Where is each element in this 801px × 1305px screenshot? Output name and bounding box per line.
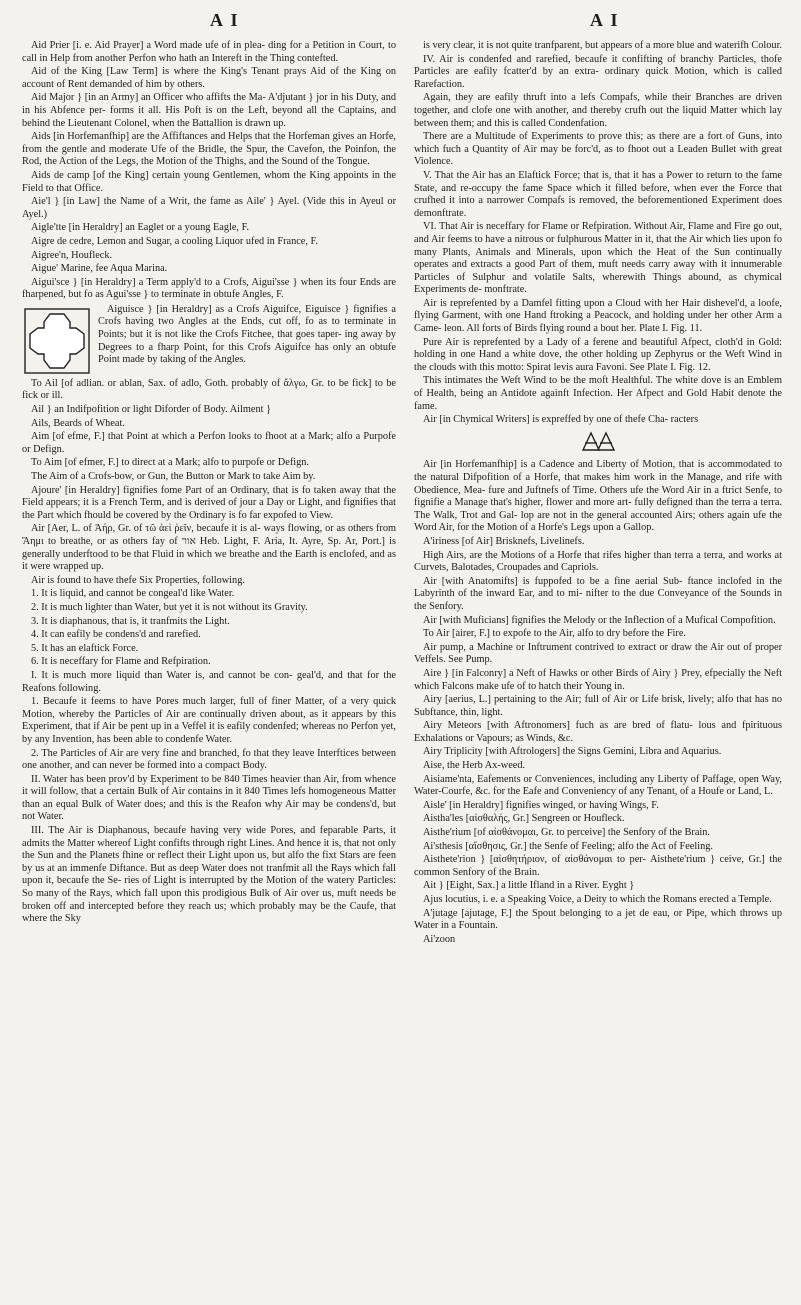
entry: Airy Triplicity [with Aftrologers] the Signs Gemini, Libra and Aquarius. xyxy=(423,746,722,758)
entry: Aim [of efme, F.] that Point at which a Perfon looks to fhoot at a Mark; alfo a Purpofe or Defign. xyxy=(22,431,396,455)
entry: 1. Becaufe it feems to have Pores much larger, full of finer Matter, of a very quick Motion, whereby the Particles of Air are continually driven about, as it appears by this Experiment, that if Air be pent up in a Veffel it is eafily condenfed; whereas no Perfon yet, by any Invention, has been able to condenfe Water. xyxy=(22,696,396,745)
entry: Aire } [in Falconry] a Neft of Hawks or other Birds of Airy } Prey, efpecially the Neft which Falcons make ufe of to hatch their Young in. xyxy=(414,667,782,692)
entry: A'iriness [of Air] Brisknefs, Livelinefs. xyxy=(423,535,585,547)
entry: Air [in Horfemanfhip] is a Cadence and Liberty of Motion, that is accommodated to the natural Difpofition of a Horfe, that makes him work in the Manage, and rife with Obedience, Mea- fure and Juftnefs of Time. Others ufe the Word Air in a ftrict Senfe, to fignifie a Manage that's higher, flower and more art- fully defigned than the terra a terra. The Walk, Trot and Gal- lop are not in the general accounted Airs; others again ufe the Word Air, for the Motion of a Horfe's Legs upon a Gallop. xyxy=(414,459,782,534)
entry: Ajus locutius, i. e. a Speaking Voice, a Deity to which the Romans erected a Temple. xyxy=(423,894,772,905)
entry: Air [with Muficians] fignifies the Melody or the Inflection of a Mufical Compofition. xyxy=(423,614,776,626)
entry: Aid of the King [Law Term] is where the King's Tenant prays Aid of the King on account of Rent demanded of him by others. xyxy=(22,66,396,90)
entry: Air [Aer, L. of Ἀήρ, Gr. of τῶ ἀεὶ ῥεῖν, becaufe it is al- ways flowing, or as others from Ἄημι to breathe, or as others fay of אור Heb. Light, F. Aria, It. Ayre, Sp. Ar, Port.] is generally underftood to be that Fluid in which we breathe and the Earth is enclofed, and as it were wrapped up. xyxy=(22,523,396,573)
entry: Air is reprefented by a Damfel fitting upon a Cloud with her Hair dishevel'd, a loofe, flying Garment, with one Hand ftroking a Peacock, and holding under her other Arm a Came- leon. All forts of Birds flying round a bout her. Plate I. Fig. 11. xyxy=(414,297,782,335)
entry: To Ail [of adlian. or ablan, Sax. of adlo, Goth. probably of ἄλγω, Gr. to be fick] to be fick or ill. xyxy=(22,377,396,402)
entry: Aisiame'nta, Eafements or Conveniences, including any Liberty of Paffage, open Way, Water-Courfe, &c. for the Eafe and Conveniency of any Tenant, of a Houfe or Land, L. xyxy=(414,773,782,798)
entry: Aigree'n, Houfleck. xyxy=(31,249,113,261)
page-header-left: A I xyxy=(210,10,240,30)
entry: Airy Meteors [with Aftronomers] fuch as are bred of flatu- lous and fpirituous Exhalations or Vapours; as Winds, &c. xyxy=(414,720,782,744)
entry: Aisle' [in Heraldry] fignifies winged, or having Wings, F. xyxy=(423,799,659,811)
entry: Air pump, a Machine or Inftrument contrived to extract or draw the Air out of proper Veffels. See Pump. xyxy=(414,641,782,666)
aiguisce-entry xyxy=(22,304,396,376)
entry: VI. That Air is neceffary for Flame or Refpiration. Without Air, Flame and Fire go out, and Air feems to have a nitrous or fulphurous Matter in it, that the Air which lies upon fo many Plants, Animals and Minerals, upon which the Heat of the Sun continually operates and extracts a good Part of them, muft needs carry away with it innumerable Particles of Sulphur and volatile Salts, wherewith Things abound, as chymical Experiments de- monftrate. xyxy=(414,221,782,296)
entry: Ai'zoon xyxy=(423,933,456,945)
entry: II. Water has been prov'd by Experiment to be 840 Times heavier than Air, from whence it will follow, that a certain Bulk of Air contains in it 840 Times lefs homogeneous Matter than an equal Bulk of Water does; and this is the Reafon why Air may be condens'd, but not Water. xyxy=(22,773,396,823)
entry: Aiguisce } [in Heraldry] as a Crofs Aiguifce, Eiguisce } fignifies a Crofs having two Angles at the Ends, cut off, fo as to terminate in Points; but it is not like the Crofs Fitchee, that goes taper- ing away by Degrees to a fharp Point, for this Crofs Aiguifce has only an obtufe Point made by taking of the Angles. xyxy=(98,303,396,366)
entry: Ajoure' [in Heraldry] fignifies fome Part of an Ordinary, that is fo taken away that the Field appears; it is a French Term, and is derived of jour a Day or Light, and fignifies that the Part which fhould be covered by the Ordinary is fo far expofed to View. xyxy=(22,484,396,521)
right-column xyxy=(414,40,782,947)
left-column xyxy=(22,40,396,927)
entry: 5. It has an elaftick Force. xyxy=(31,642,139,654)
entry: Pure Air is reprefented by a Lady of a ferene and beautiful Afpect, cloth'd in Gold: holding in one Hand a white dove, the other holding up Zephyrus or the Weft Wind in the clouds with this motto: Spirat levis aura Favoni. See Plate I. Fig. 12. xyxy=(414,336,782,373)
entry: A'jutage [ajutage, F.] the Spout belonging to a jet de eau, or Pipe, which throws up Water in a Fountain. xyxy=(414,907,782,932)
chymical-air-symbols xyxy=(414,430,782,457)
entry: Aid Major } [in an Army] an Officer who affifts the Ma- A'djutant } jor in his Duty, and in his Abfence per- forms it all. His Poft is on the Left, beyond all the Captains, and behind the Lieutenant Colonel, when the Battallion is drawn up. xyxy=(22,92,396,129)
entry: Aigue' Marine, fee Aqua Marina. xyxy=(31,263,168,275)
entry: Aisthete'rion } [αἰσθητήριον, of αἰσθάνομαι to per- Aisthete'rium } ceive, Gr.] the common Senfory of the Brain. xyxy=(414,854,782,878)
entry: Ails, Beards of Wheat. xyxy=(31,417,125,429)
entry: V. That the Air has an Elaftick Force; that is, that it has a Power to return to the fame State, and re-occupy the fame Space which it filled before, when ever the Force that crufhed it into a narrower Compafs is removed, the beforementioned Experiment does demonftrate. xyxy=(414,169,782,219)
entry: Ail } an Indifpofition or light Diforder of Body. Ailment } xyxy=(31,404,272,416)
entry: Aigre de cedre, Lemon and Sugar, a cooling Liquor ufed in France, F. xyxy=(31,235,318,247)
entry: Aigui'sce } [in Heraldry] a Term apply'd to a Crofs, Aigui'sse } when its four Ends are fharpened, but fo as Agui'sse } to terminate in obtufe Angles, F. xyxy=(22,276,396,301)
entry: 2. The Particles of Air are very fine and branched, fo that they leave Interftices between one another, and can never be formed into a compact Body. xyxy=(22,747,396,772)
entry: Air is found to have thefe Six Properties, following. xyxy=(31,574,245,586)
entry: Aise, the Herb Ax-weed. xyxy=(423,760,526,772)
entry: 6. It is neceffary for Flame and Refpiration. xyxy=(31,656,211,668)
cross-aiguisce-illustration xyxy=(24,308,90,374)
entry: There are a Multitude of Experiments to prove this; as there are a fort of Guns, into which fuch a Quantity of Air may be forc'd, as to fhoot out a Leaden Bullet with great Violence. xyxy=(414,131,782,168)
entry: Airy [aerius, L.] pertaining to the Air; full of Air or Life brisk, lively; alfo that has no Subftance, thin, light. xyxy=(414,694,782,718)
entry: Aie'l } [in Law] the Name of a Writ, the fame as Aile' } Ayel. (Vide this in Ayeul or Ayel.) xyxy=(22,196,396,220)
entry: 3. It is diaphanous, that is, it tranfmits the Light. xyxy=(31,615,230,627)
entry: Aistha'les [αἰσθαλής, Gr.] Sengreen or Houfleck. xyxy=(423,813,625,825)
entry: 4. It can eafily be condens'd and rarefied. xyxy=(31,629,201,641)
entry: Again, they are eafily thruft into a lefs Compafs, while their Branches are driven together, and clofe one with another, and thereby crufh out the liquid Matter which lay between them; and this is called Condenfation. xyxy=(414,92,782,129)
entry: Aids de camp [of the King] certain young Gentlemen, whom the King appoints in the Field to that Office. xyxy=(22,169,396,194)
entry: The Aim of a Crofs-bow, or Gun, the Button or Mark to take Aim by. xyxy=(31,471,316,483)
entry: Aids [in Horfemanfhip] are the Affiftances and Helps that the Horfeman gives an Horfe, from the gentle and moderate Ufe of the Bridle, the Spur, the Cavefon, the Poinfon, the Rod, the Action of the Legs, the Motion of the Thighs, and the Sound of the Tongue. xyxy=(22,131,396,168)
entry: High Airs, are the Motions of a Horfe that rifes higher than terra a terra, and works at Curvets, Balotades, Croupades and Capriols. xyxy=(414,549,782,574)
entry: IV. Air is condenfed and rarefied, becaufe it confifting of branchy Particles, thofe Particles are eafily fcatter'd by an extra- ordinary quick Motion, which is called Rarefaction. xyxy=(414,53,782,90)
entry: To Aim [of efmer, F.] to direct at a Mark; alfo to purpofe or Defign. xyxy=(31,457,309,469)
entry: is very clear, it is not quite tranfparent, but appears of a more blue and waterifh Colour. xyxy=(423,40,783,51)
entry: Aisthe'rium [of αἰσθάνομαι, Gr. to perceive] the Senfory of the Brain. xyxy=(423,827,711,839)
entry: Ai'sthesis [αἴσθησις, Gr.] the Senfe of Feeling; alfo the Act of Feeling. xyxy=(423,840,713,852)
entry: Air [with Anatomifts] is fuppofed to be a fine aerial Sub- ftance inclofed in the Labyrinth of the inward Ear, and to mi- nifter to the due Conveyance of the Sounds in the Senfory. xyxy=(414,575,782,612)
entry: III. The Air is Diaphanous, becaufe having very wide Pores, and feparable Parts, it admits the Matter whereof Light confifts through right Lines. And hence it is, that not only the Sun and the Planets fhine or reflect their Light upon us, but alfo the fixt Stars are feen by us at an immenfe Diftance. But as deep Water does not tranfmit all the Rays which fall upon it, becaufe the Se- ries of Light is interrupted by the Motion of the watery Particles: So many of the Rays, which fall upon this prodigious Bulk of Air over us, muft needs be broken off and intercepted before they reach us; which probably may be the Caufe, that where the Sky xyxy=(22,825,396,925)
entry: Aid Prier [i. e. Aid Prayer] a Word made ufe of in plea- ding for a Petition in Court, to call in Help from another Perfon who hath an Intereft in the Thing contefted. xyxy=(22,40,396,64)
entry: 1. It is liquid, and cannot be congeal'd like Water. xyxy=(31,588,235,600)
entry: To Air [airer, F.] to expofe to the Air, alfo to dry before the Fire. xyxy=(423,628,686,640)
entry: Air [in Chymical Writers] is expreffed by one of thefe Cha- racters xyxy=(423,414,699,426)
entry: Ait } [Eight, Sax.] a little Ifland in a River. Eyght } xyxy=(423,880,635,892)
entry: Aigle'tte [in Heraldry] an Eaglet or a young Eagle, F. xyxy=(31,222,250,234)
entry: This intimates the Weft Wind to be the moft Healthful. The white dove is an Emblem of Health, being an Antidote againft Infection. Her Afpect and Gold Habit denote the fame. xyxy=(414,375,782,412)
entry: 2. It is much lighter than Water, but yet it is not without its Gravity. xyxy=(31,601,308,613)
page-header-right: A I xyxy=(590,10,620,30)
entry: I. It is much more liquid than Water is, and cannot be con- geal'd, and that for the Reafons following. xyxy=(22,669,396,694)
air-alchemical-symbol-icon xyxy=(581,430,615,452)
